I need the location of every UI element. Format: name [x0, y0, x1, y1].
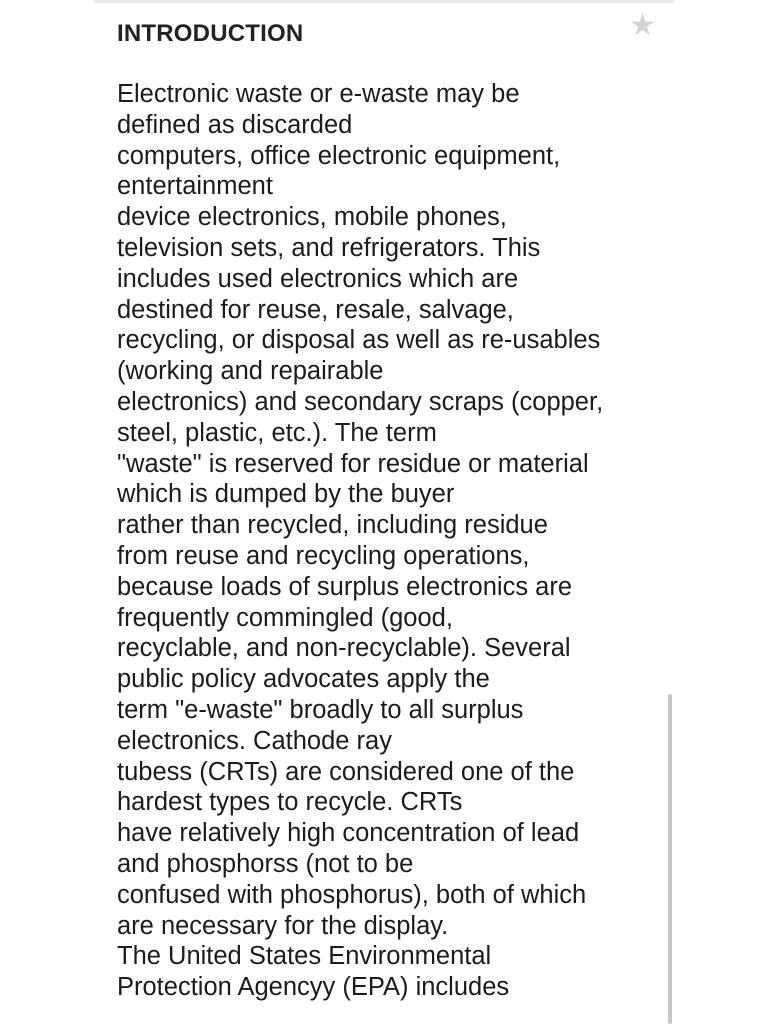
scrollbar-thumb[interactable] — [668, 694, 672, 1024]
body-line: are necessary for the display. — [117, 911, 449, 940]
body-line: steel, plastic, etc.). The term — [117, 418, 437, 447]
body-line: entertainment — [117, 172, 273, 201]
body-line: "waste" is reserved for residue or material — [117, 449, 589, 478]
body-line: from reuse and recycling operations, — [117, 541, 530, 570]
article-card — [94, 0, 674, 1024]
body-line: recycling, or disposal as well as re-usables — [117, 326, 601, 355]
body-line: (working and repairable — [117, 357, 384, 386]
star-icon[interactable]: ★ — [629, 8, 656, 43]
article-title: INTRODUCTION — [117, 20, 304, 47]
body-line: recyclable, and non-recyclable). Several — [117, 634, 571, 663]
body-line: term "e-waste" broadly to all surplus — [117, 695, 524, 724]
body-line: computers, office electronic equipment, — [117, 141, 561, 170]
body-line: defined as discarded — [117, 110, 353, 139]
body-line: tubess (CRTs) are considered one of the — [117, 757, 575, 786]
body-line: frequently commingled (good, — [117, 603, 453, 632]
body-line: electronics. Cathode ray — [117, 726, 392, 755]
body-line: electronics) and secondary scraps (copper, — [117, 387, 604, 416]
body-line: The United States Environmental — [117, 942, 492, 971]
body-line: Protection Agencyy (EPA) includes — [117, 973, 510, 1002]
body-line: have relatively high concentration of lead — [117, 819, 580, 848]
body-line: because loads of surplus electronics are — [117, 572, 573, 601]
body-line: public policy advocates apply the — [117, 665, 490, 694]
body-line: and phosphorss (not to be — [117, 849, 414, 878]
body-line: rather than recycled, including residue — [117, 511, 548, 540]
body-line: includes used electronics which are — [117, 264, 519, 293]
body-line: Electronic waste or e-waste may be — [117, 80, 520, 108]
body-line: which is dumped by the buyer — [117, 480, 455, 509]
body-line: destined for reuse, resale, salvage, — [117, 295, 514, 324]
body-line: hardest types to recycle. CRTs — [117, 788, 463, 817]
body-line: confused with phosphorus), both of which — [117, 880, 587, 909]
article-body — [117, 79, 669, 1003]
body-line: television sets, and refrigerators. This — [117, 233, 541, 262]
body-line: device electronics, mobile phones, — [117, 203, 507, 232]
